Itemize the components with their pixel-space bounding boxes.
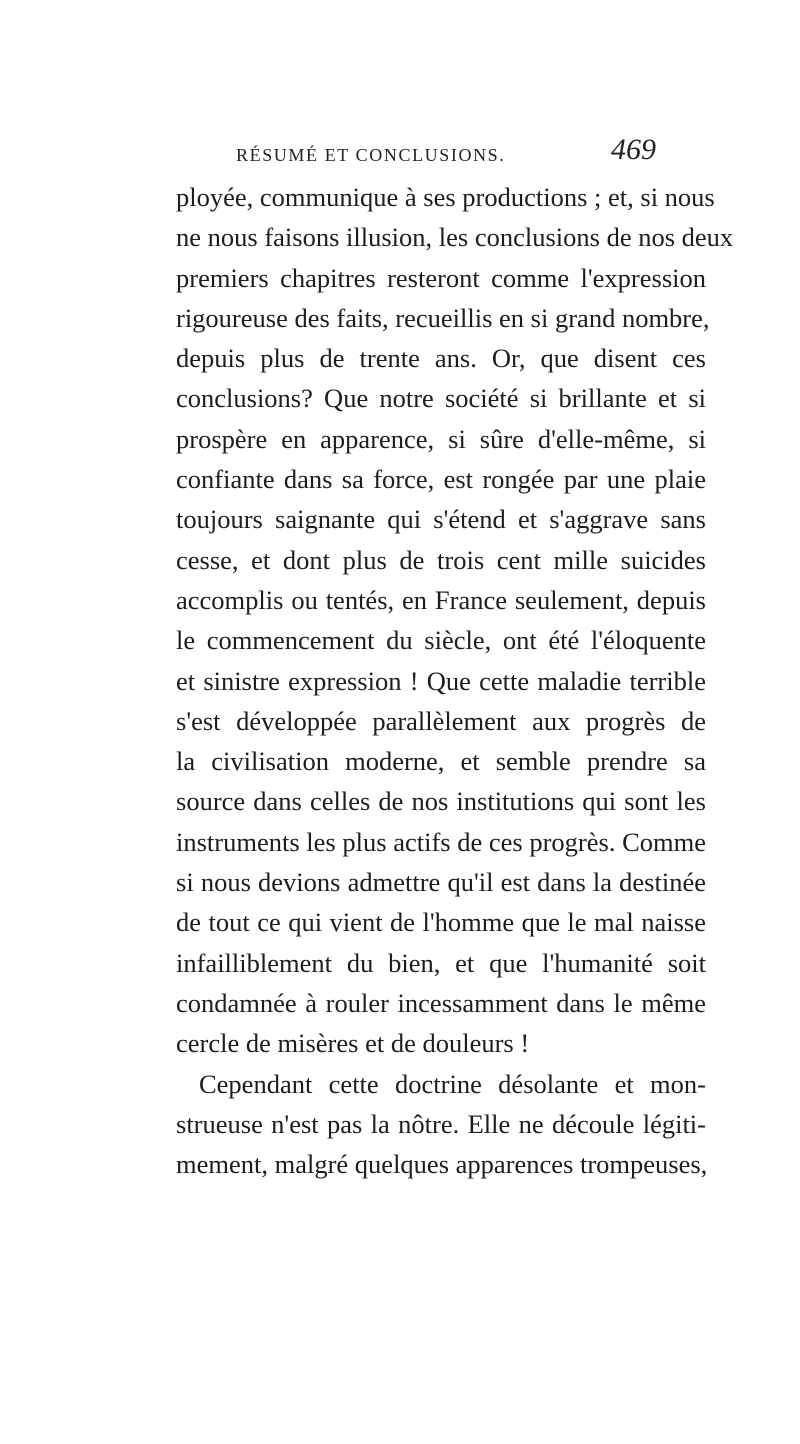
running-title: RÉSUMÉ ET CONCLUSIONS.	[236, 145, 506, 165]
text-line: conclusions? Que notre société si brillante et si	[176, 383, 706, 414]
text-line: strueuse n'est pas la nôtre. Elle ne découle légiti-	[176, 1108, 706, 1139]
text-line: le commencement du siècle, ont été l'éloquente	[176, 625, 706, 656]
text-line: et sinistre expression ! Que cette maladie terrible	[176, 665, 706, 696]
text-line: ne nous faisons illusion, les conclusions de nos deux	[176, 222, 734, 253]
text-line: s'est développée parallèlement aux progrès de	[176, 705, 706, 736]
text-line: Cependant cette doctrine désolante et mon-	[199, 1068, 706, 1099]
text-line: de tout ce qui vient de l'homme que le mal naisse	[176, 907, 706, 938]
text-line: si nous devions admettre qu'il est dans la destinée	[176, 867, 706, 898]
text-line: la civilisation moderne, et semble prendre sa	[176, 746, 706, 777]
text-line: rigoureuse des faits, recueillis en si grand nombre,	[176, 302, 710, 333]
text-line: toujours saignante qui s'étend et s'aggrave sans	[176, 504, 706, 535]
text-line: cercle de misères et de douleurs !	[176, 1028, 530, 1059]
body-text	[176, 177, 734, 1184]
text-line: accomplis ou tentés, en France seulement, depuis	[176, 584, 706, 615]
text-line: ployée, communique à ses productions ; et, si nous	[176, 182, 715, 212]
text-line: mement, malgré quelques apparences trompeuses,	[176, 1149, 708, 1180]
text-line: instruments les plus actifs de ces progrès. Comme	[176, 826, 706, 857]
text-line: confiante dans sa force, est rongée par une plaie	[176, 464, 706, 495]
text-line: prospère en apparence, si sûre d'elle-même, si	[176, 423, 706, 454]
text-line: premiers chapitres resteront comme l'expression	[176, 262, 706, 293]
page-number: 469	[611, 133, 656, 166]
text-line: condamnée à rouler incessamment dans le même	[176, 987, 706, 1018]
text-line: infailliblement du bien, et que l'humanité soit	[176, 947, 706, 978]
text-line: source dans celles de nos institutions qui sont les	[176, 786, 706, 817]
text-line: depuis plus de trente ans. Or, que disent ces	[176, 343, 706, 374]
text-line: cesse, et dont plus de trois cent mille suicides	[176, 544, 706, 575]
